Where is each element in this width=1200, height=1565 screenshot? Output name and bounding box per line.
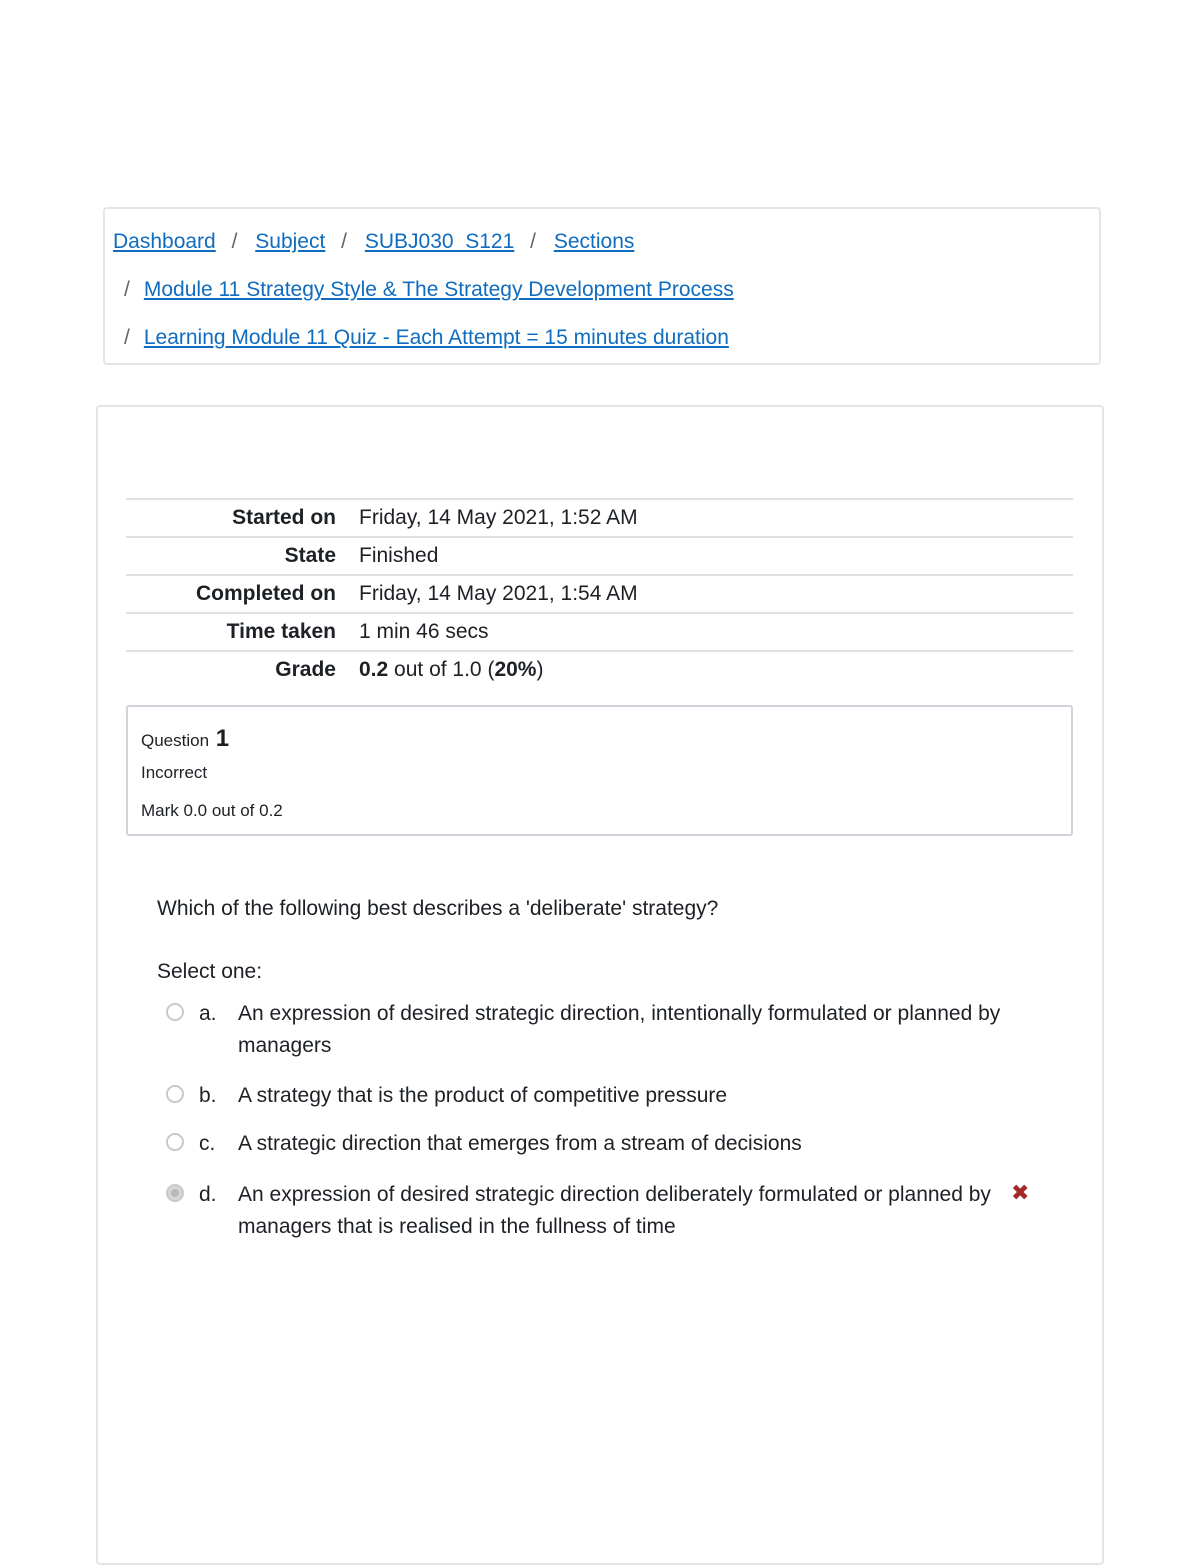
summary-label: Grade [275, 658, 336, 681]
radio-button[interactable] [166, 1003, 184, 1021]
answer-text: A strategy that is the product of competitive pressure [238, 1084, 728, 1107]
breadcrumb-subject-link[interactable]: Subject [255, 230, 326, 253]
radio-button[interactable] [166, 1133, 184, 1151]
summary-label: Completed on [196, 582, 336, 605]
answer-text: An expression of desired strategic direction, intentionally formulated or planned by managers [238, 1002, 1001, 1057]
summary-row-started [126, 498, 1073, 536]
answer-text: An expression of desired strategic direction deliberately formulated or planned by managers that is realised in the fullness of time [238, 1183, 991, 1238]
radio-button[interactable] [166, 1085, 184, 1103]
question-number-value: 1 [215, 725, 230, 752]
breadcrumb-sections-link[interactable]: Sections [553, 230, 635, 253]
answer-letter: c. [199, 1132, 216, 1155]
answer-letter: b. [199, 1084, 217, 1107]
grade-score: 0.2 [359, 658, 389, 681]
summary-row-completed [126, 574, 1073, 612]
summary-row-time-taken [126, 612, 1073, 650]
breadcrumb-course-link[interactable]: SUBJ030_S121 [364, 230, 515, 253]
summary-value: 1 min 46 secs [359, 620, 489, 643]
attempt-summary-table [126, 498, 1073, 688]
answer-text: A strategic direction that emerges from a stream of decisions [238, 1132, 802, 1155]
question-number [141, 725, 229, 753]
breadcrumb-separator: / [231, 230, 238, 253]
question-mark: Mark 0.0 out of 0.2 [141, 801, 283, 820]
breadcrumb-row-2 [124, 276, 734, 304]
summary-row-grade [126, 650, 1073, 688]
radio-button-selected[interactable] [166, 1184, 184, 1202]
breadcrumb-separator: / [124, 278, 130, 301]
summary-row-state [126, 536, 1073, 574]
summary-grade-value [359, 658, 543, 682]
grade-out-of: out of 1.0 ( [388, 658, 495, 681]
summary-label: Started on [232, 506, 336, 529]
breadcrumb-separator: / [530, 230, 536, 253]
grade-close: ) [536, 658, 544, 681]
summary-value: Friday, 14 May 2021, 1:54 AM [359, 582, 638, 605]
answer-letter: a. [199, 1002, 217, 1025]
breadcrumb-quiz-link[interactable]: Learning Module 11 Quiz - Each Attempt = 15 minutes duration [143, 326, 729, 349]
close-x-icon: ✖ [1011, 1180, 1030, 1205]
breadcrumb-dashboard-link[interactable]: Dashboard [113, 230, 216, 253]
summary-value: Friday, 14 May 2021, 1:52 AM [359, 506, 638, 529]
question-text: Which of the following best describes a 'deliberate' strategy? [157, 897, 719, 920]
question-label: Question [141, 731, 210, 750]
answer-prompt: Select one: [157, 960, 263, 983]
grade-percent: 20% [494, 658, 537, 681]
breadcrumb-separator: / [124, 326, 130, 349]
breadcrumb-separator: / [341, 230, 347, 253]
breadcrumb-module-link[interactable]: Module 11 Strategy Style & The Strategy Development Process [143, 278, 734, 301]
breadcrumb-row-3 [124, 324, 729, 352]
summary-label: Time taken [226, 620, 336, 643]
breadcrumb [103, 207, 1101, 365]
summary-value: Finished [359, 544, 439, 567]
question-state: Incorrect [141, 763, 208, 782]
question-info-box [126, 705, 1073, 836]
answer-letter: d. [199, 1183, 217, 1206]
summary-label: State [284, 544, 336, 567]
breadcrumb-row-1 [113, 228, 634, 256]
